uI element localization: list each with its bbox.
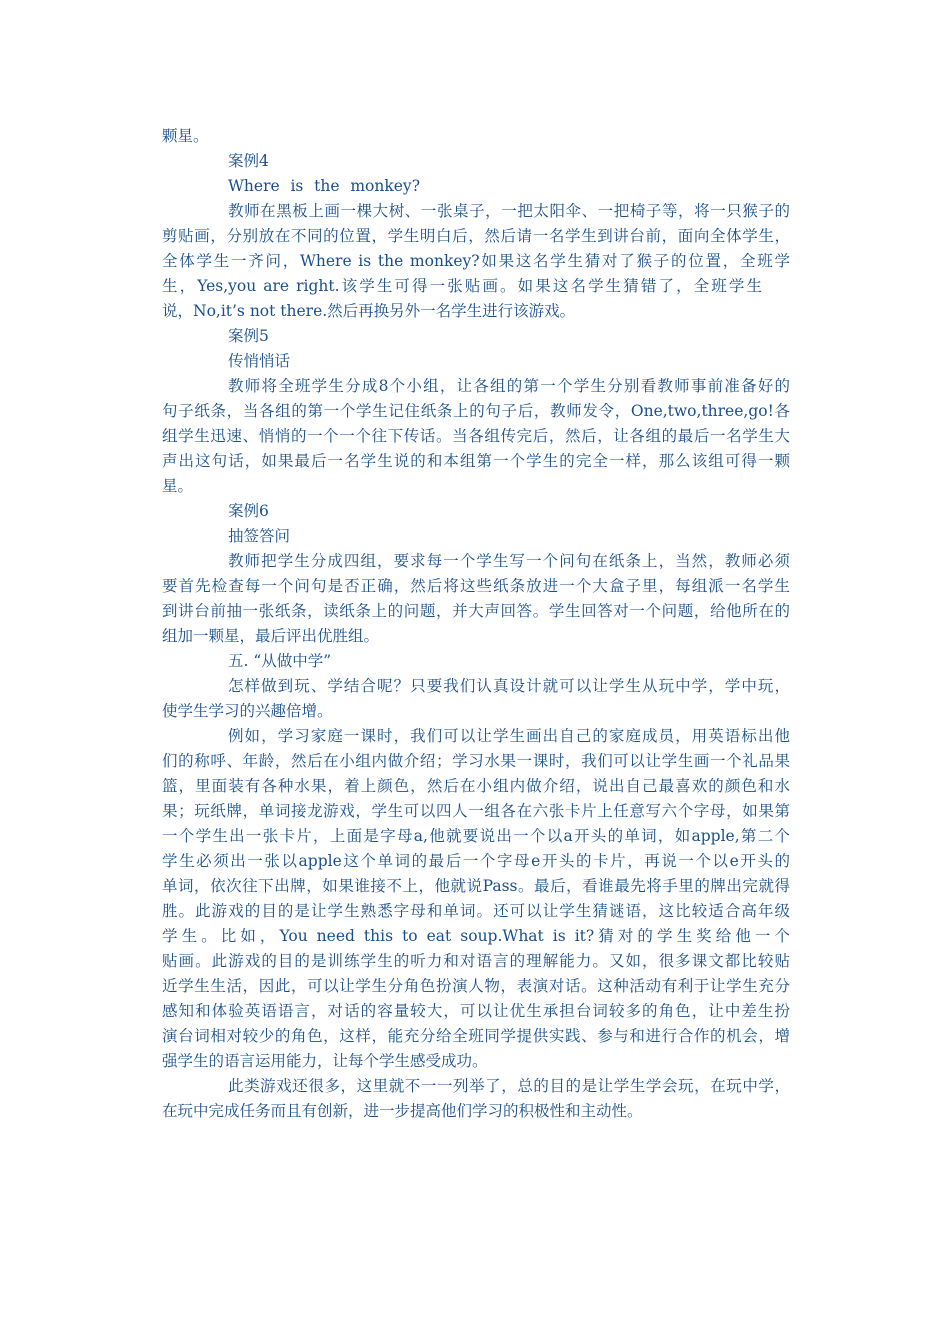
text-line: 抽签答问 [228, 527, 291, 545]
text-line: 案例4 [228, 152, 269, 170]
text-line: 教师将全班学生分成8个小组，让各组的第一个学生分别看教师事前准备好的 [228, 377, 790, 395]
text-line: 们的称呼、年龄，然后在小组内做介绍；学习水果一课时，我们可以让学生画一个礼品果 [162, 752, 790, 770]
text-line: 声出这句话，如果最后一名学生说的和本组第一个学生的完全一样，那么该组可得一颗 [162, 452, 790, 470]
text-line: 剪贴画，分别放在不同的位置，学生明白后，然后请一名学生到讲台前，面向全体学生， [162, 227, 790, 245]
text-line: 到讲台前抽一张纸条，读纸条上的问题，并大声回答。学生回答对一个问题，给他所在的 [162, 602, 790, 620]
text-line: 一个学生出一张卡片，上面是字母a,他就要说出一个以a开头的单词，如apple,第二个 [162, 827, 790, 845]
text-line: 演台词相对较少的角色，这样，能充分给全班同学提供实践、参与和进行合作的机会，增 [162, 1027, 790, 1045]
text-line: 五. “从做中学” [228, 652, 332, 670]
text-line: 句子纸条，当各组的第一个学生记住纸条上的句子后，教师发令，One,two,three,go!各 [162, 402, 790, 420]
text-line: 在玩中完成任务而且有创新，进一步提高他们学习的积极性和主动性。 [162, 1102, 643, 1120]
text-line: 此类游戏还很多，这里就不一一列举了，总的目的是让学生学会玩，在玩中学， [228, 1077, 790, 1095]
text-line: 使学生学习的兴趣倍增。 [162, 702, 333, 720]
text-line: 案例5 [228, 327, 269, 345]
text-line: 例如，学习家庭一课时，我们可以让学生画出自己的家庭成员，用英语标出他 [228, 727, 790, 745]
text-line: 案例6 [228, 502, 269, 520]
text-line: 篮，里面装有各种水果，着上颜色，然后在小组内做介绍，说出自己最喜欢的颜色和水 [162, 777, 790, 795]
text-line: 学生。比如，You need this to eat soup.What is it?猜对的学生奖给他一个 [162, 927, 790, 945]
text-line: 要首先检查每一个问句是否正确，然后将这些纸条放进一个大盒子里，每组派一名学生 [162, 577, 790, 595]
text-line: 传悄悄话 [228, 352, 291, 370]
text-line: 星。 [162, 477, 194, 495]
text-line: 果；玩纸牌，单词接龙游戏，学生可以四人一组各在六张卡片上任意写六个字母，如果第 [162, 802, 790, 820]
text-line: 感知和体验英语语言，对话的容量较大，可以让优生承担台词较多的角色，让中差生扮 [162, 1002, 790, 1020]
text-line: 说，No,it’s not there.然后再换另外一名学生进行该游戏。 [162, 302, 576, 320]
text-line: 教师把学生分成四组，要求每一个学生写一个问句在纸条上，当然，教师必须 [228, 552, 790, 570]
text-line: 强学生的语言运用能力，让每个学生感受成功。 [162, 1052, 488, 1070]
text-line: 组学生迅速、悄悄的一个一个往下传话。当各组传完后，然后，让各组的最后一名学生大 [162, 427, 790, 445]
text-line: Where is the monkey? [228, 177, 420, 195]
text-line: 胜。此游戏的目的是让学生熟悉字母和单词。还可以让学生猜谜语，这比较适合高年级 [162, 902, 790, 920]
text-line: 颗星。 [162, 127, 209, 145]
text-line: 组加一颗星，最后评出优胜组。 [162, 627, 380, 645]
text-line: 全体学生一齐问，Where is the monkey?如果这名学生猜对了猴子的位置，全班学 [162, 252, 790, 270]
text-line: 贴画。此游戏的目的是训练学生的听力和对语言的理解能力。又如，很多课文都比较贴 [162, 952, 790, 970]
text-line: 怎样做到玩、学结合呢？只要我们认真设计就可以让学生从玩中学，学中玩， [228, 677, 790, 695]
text-line: 单词，依次往下出牌，如果谁接不上，他就说Pass。最后，看谁最先将手里的牌出完就得 [162, 877, 790, 895]
text-line: 教师在黑板上画一棵大树、一张桌子，一把太阳伞、一把椅子等，将一只猴子的 [228, 202, 790, 220]
text-line: 近学生生活，因此，可以让学生分角色扮演人物，表演对话。这种活动有利于让学生充分 [162, 977, 790, 995]
text-line: 学生必须出一张以apple这个单词的最后一个字母e开头的卡片，再说一个以e开头的 [162, 852, 790, 870]
text-line: 生，Yes,you are right.该学生可得一张贴画。如果这名学生猜错了，全班学生 [162, 277, 762, 295]
